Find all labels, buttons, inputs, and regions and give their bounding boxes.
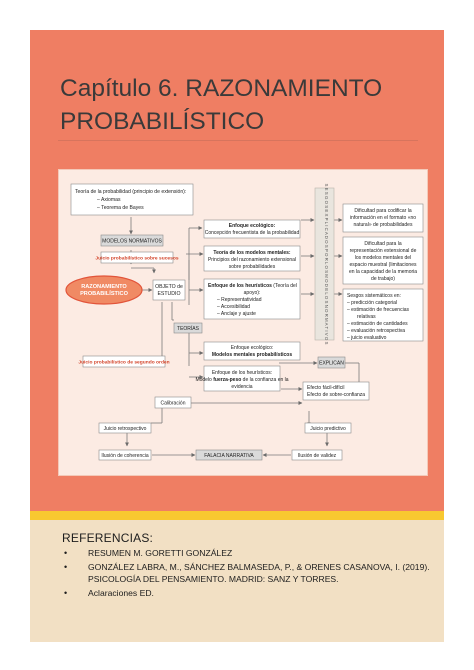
teorias-label: TEORÍAS xyxy=(177,326,199,332)
concept-map-svg xyxy=(59,170,427,475)
teoria-probabilidad-line-3: – Teorema de Bayes xyxy=(97,205,144,211)
heuristicos-2-line-1: Enfoque de los heurísticos: xyxy=(211,370,273,376)
heuristicos-line-2: apoyo): xyxy=(243,290,261,296)
sesgos-line-3: – estimación de frecuencias xyxy=(347,307,409,313)
sesgos-line-5: – estimación de cantidades xyxy=(347,321,408,327)
enfoque-ecologico-line-1: Enfoque ecológico: xyxy=(228,223,276,229)
dificultad-2-line-3: los modelos mentales del xyxy=(354,255,412,261)
sesgos-explicados-label: S E S G O S E X P L I C A D O S P O R L O S M O D E L O S N O R M A T I V O S xyxy=(324,183,329,345)
objeto-line-2: ESTUDIO xyxy=(157,291,181,297)
dificultad-2-line-1: Dificultad para la xyxy=(364,241,402,247)
razonamiento-line-2: PROBABILÍSTICO xyxy=(80,291,128,297)
modelos-mentales-line-2: Principios del razonamiento extensional xyxy=(207,257,297,263)
sesgos-line-1: Sesgos sistemáticos en: xyxy=(347,293,401,299)
ilusion-coherencia-label: Ilusión de coherencia xyxy=(101,453,149,459)
heuristicos-2-line-2-c: de la confianza en la xyxy=(241,377,289,383)
modelos-normativos-label: MODELOS NORMATIVOS xyxy=(102,238,162,245)
objeto-line-1: OBJETO de xyxy=(155,284,183,290)
dificultad-2-line-2: representación extensional de xyxy=(349,248,417,254)
falacia-narrativa-label: FALACIA NARRATIVA xyxy=(204,453,254,459)
juicio-predictivo-label: Juicio predictivo xyxy=(310,426,346,432)
dificultad-2-line-4: espacio muestral (limitaciones xyxy=(349,262,417,268)
page-title xyxy=(60,72,410,138)
modelos-mentales-line-3: sobre probabilidades xyxy=(228,264,276,270)
razonamiento-line-1: RAZONAMIENTO xyxy=(81,284,127,290)
heuristicos-line-1 xyxy=(208,283,297,289)
explican-label: EXPLICAN xyxy=(319,360,344,367)
efecto-line-2: Efecto de sobre-confianza xyxy=(307,392,366,398)
modelos-mentales-line-1: Teoría de los modelos mentales: xyxy=(213,250,291,256)
calibracion-label: Calibración xyxy=(160,400,186,407)
juicio-sucesos-label: Juicio probabilístico sobre sucesos xyxy=(95,256,179,262)
heuristicos-line-4: – Accesibilidad xyxy=(217,304,251,310)
page-title-line-2: PROBABILÍSTICO xyxy=(60,108,265,135)
concept-map xyxy=(58,169,428,476)
enfoque-ecologico-line-2: Concepción frecuentista de la probabilidad xyxy=(204,230,300,236)
ilusion-validez-label: Ilusión de validez xyxy=(297,453,337,459)
reference-item: • RESUMEN M. GORETTI GONZÁLEZ xyxy=(62,548,432,559)
reference-item: • GONZÁLEZ LABRA, M., SÁNCHEZ BALMASEDA, P., & ORENES CASANOVA, I. (2019). PSICOLOGÍA DEL PENSAMIENTO. MADRID: SANZ Y TORRES. xyxy=(62,562,432,585)
dificultad-1-line-1: Dificultad para codificar la xyxy=(354,208,412,214)
sesgos-line-2: – predicción categorial xyxy=(347,300,398,306)
sesgos-line-7: – juicio evaluativo xyxy=(347,335,387,341)
enfoque-ecologico-2-line-2: Modelos mentales probabilísticos xyxy=(211,352,293,358)
heuristicos-2-line-3: evidencia xyxy=(231,384,253,390)
efecto-line-1: Efecto fácil-difícil xyxy=(307,385,345,391)
enfoque-ecologico-2-line-1: Enfoque ecológico: xyxy=(230,345,274,351)
sesgos-line-6: – evaluación retrospectiva xyxy=(347,328,406,334)
references-list xyxy=(62,548,432,602)
reference-item: • Aclaraciones ED. xyxy=(62,588,432,599)
dificultad-1-line-2: información en el formato «no xyxy=(349,215,417,221)
title-divider xyxy=(58,140,418,141)
dificultad-2-line-5: en la capacidad de la memoria xyxy=(348,269,418,275)
dificultad-1-line-3: natural» de probabilidades xyxy=(353,222,413,228)
heuristicos-line-1-bold: Enfoque de los heurísticos xyxy=(208,283,272,289)
juicio-retrospectivo-label: Juicio retrospectivo xyxy=(103,426,147,432)
heuristicos-2-line-2-b: fuerza-peso xyxy=(213,377,242,383)
references-title: REFERENCIAS: xyxy=(62,531,154,545)
yellow-band xyxy=(30,511,444,520)
objeto-estudio-box xyxy=(153,280,185,300)
sesgos-line-4: relativas xyxy=(357,314,376,320)
page-title-line-1: Capítulo 6. RAZONAMIENTO xyxy=(60,75,383,102)
dificultad-2-line-6: de trabajo) xyxy=(371,276,395,282)
heuristicos-2-line-2 xyxy=(195,377,288,383)
heuristicos-line-3: – Representatividad xyxy=(217,297,262,303)
teoria-probabilidad-line-2: – Axiomas xyxy=(97,197,121,203)
heuristicos-line-5: – Anclaje y ajuste xyxy=(217,311,256,317)
juicio-segundo-orden-label: Juicio probabilístico de segundo orden xyxy=(78,360,170,366)
teoria-probabilidad-line-1: Teoría de la probabilidad (principio de extensión): xyxy=(75,189,187,195)
heuristicos-line-1-rest: (Teoría del xyxy=(271,283,297,289)
heuristicos-2-line-2-a: Modelo xyxy=(195,377,214,383)
razonamiento-probabilistico-node xyxy=(66,276,142,304)
